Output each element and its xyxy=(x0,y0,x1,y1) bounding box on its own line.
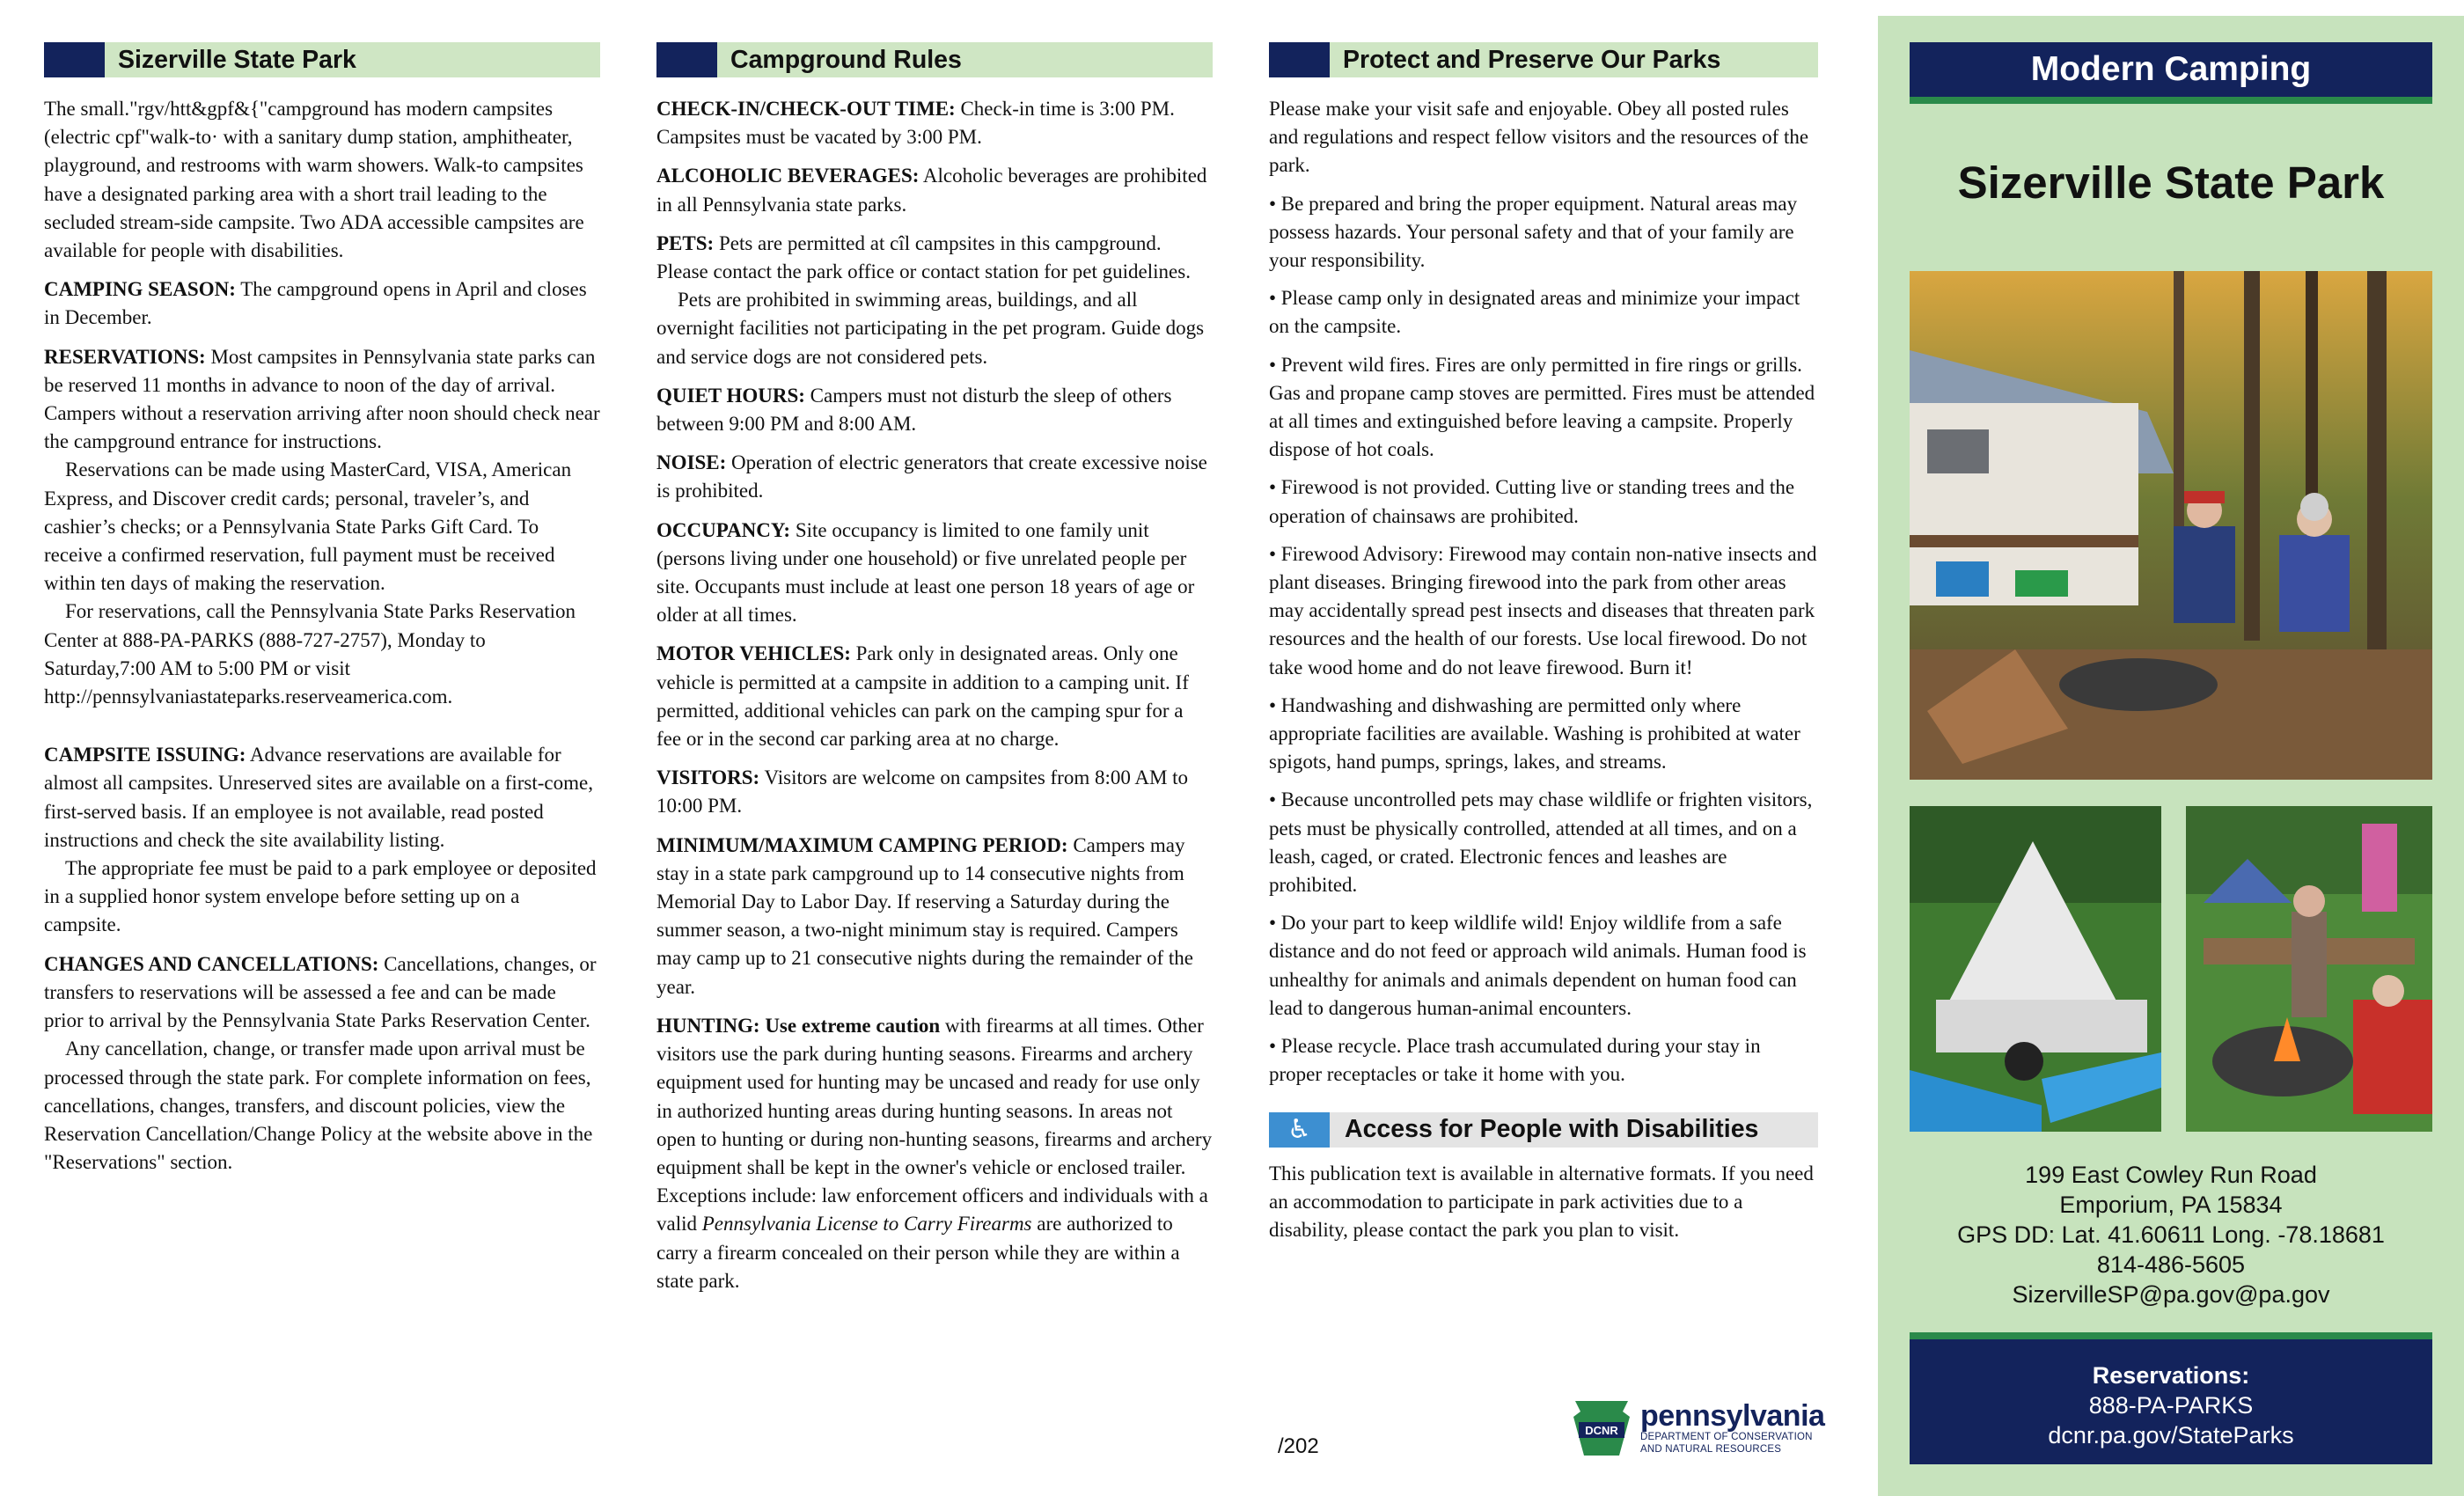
rule-label: MINIMUM/MAXIMUM CAMPING PERIOD: xyxy=(656,833,1068,856)
reservations-url: dcnr.pa.gov/StateParks xyxy=(2048,1422,2294,1448)
rule-text: Campers must not disturb the sleep of others between 9:00 PM and 8:00 AM. xyxy=(656,384,1172,436)
changes-cancellations xyxy=(44,950,600,1177)
rule-visitors xyxy=(656,764,1213,820)
section-title: Protect and Preserve Our Parks xyxy=(1343,45,1721,74)
column-campground-rules xyxy=(656,42,1213,1306)
section-header xyxy=(656,42,1213,77)
reservations-label: RESERVATIONS: xyxy=(44,345,206,368)
logo-words xyxy=(1640,1401,1824,1456)
rule-label: MOTOR VEHICLES: xyxy=(656,642,851,665)
changes-policy: Any cancellation, change, or transfer made upon arrival must be processed through the state park. For complete information on fees, cancellations, changes, transfers, and discount policies, view the Reservation Cancellation/Change Policy at the website above in the "Reservations" section. xyxy=(44,1038,593,1174)
rule-label: QUIET HOURS: xyxy=(656,384,805,407)
campsite-issuing xyxy=(44,741,600,939)
rule-emphasis: Use extreme caution xyxy=(759,1014,941,1037)
campsite-issuing-text: Advance reservations are available for almost all campsites. Unreserved sites are available on a first-come, first-served basis. If an employee is not available, read posted instructions and check the site availability listing. xyxy=(44,744,593,851)
logo-dept-line2: AND NATURAL RESOURCES xyxy=(1640,1444,1782,1455)
reservations-label: Reservations: xyxy=(2092,1362,2250,1389)
bullet-item: • Handwashing and dishwashing are permitted only where appropriate facilities are available. Washing is prohibited at water spigots, hand pumps, springs, lakes, and streams. xyxy=(1269,693,1800,774)
section-title: Campground Rules xyxy=(730,45,962,74)
cover-panel xyxy=(1878,16,2464,1496)
logo-name: pennsylvania xyxy=(1640,1399,1825,1433)
dcnr-logo xyxy=(1570,1396,1827,1461)
section-header xyxy=(1269,42,1818,77)
campsite-issuing-label: CAMPSITE ISSUING: xyxy=(44,744,246,766)
address-phone: 814-486-5605 xyxy=(2096,1251,2246,1278)
license-name: Pennsylvania License to Carry Firearms xyxy=(701,1213,1032,1236)
rule-quiet-hours xyxy=(656,382,1213,438)
rule-text: Check-in time is 3:00 PM. Campsites must be vacated by 3:00 PM. xyxy=(656,98,1175,149)
intro-paragraph: The small."rgv/htt&gpf&{"campground has modern campsites (electric cpf"walk-to· with a sanitary dump station, amphitheater, playground, and restrooms with warm showers. Walk-to campsites have a designated parking area with a short trail leading to the secluded stream-side campsite. Two ADA accessible campsites are available for people with disabilities. xyxy=(44,98,584,262)
rule-label: CHECK-IN/CHECK-OUT TIME: xyxy=(656,98,956,120)
section-header xyxy=(44,42,600,77)
campfire-photo xyxy=(2186,806,2432,1132)
logo-badge-text: DCNR xyxy=(1585,1424,1618,1437)
rule-hunting xyxy=(656,1012,1213,1295)
protect-intro: Please make your visit safe and enjoyable. Obey all posted rules and regulations and respect fellow visitors and the resources of the park. xyxy=(1269,98,1809,177)
rule-text: with firearms at all times. Other visitors use the park during hunting seasons. Firearms and archery equipment used for hunting may be uncased and ready for use only in authorized hunting areas during hunting seasons. In areas not open to hunting or during non-hunting seasons, firearms and archery equipment shall be kept in the owner's vehicle or enclosed trailer. Exceptions include: law enforcement officers and individuals with a valid xyxy=(656,1014,1213,1236)
rule-text: Operation of electric generators that create excessive noise is prohibited. xyxy=(656,451,1207,502)
rule-motor-vehicles xyxy=(656,640,1213,753)
rule-text: Park only in designated areas. Only one vehicle is permitted at a campsite in addition to a camping unit. If permitted, additional vehicles can park on the camping spur for a fee or in the second car parking area at no charge. xyxy=(656,642,1189,751)
rule-text: Visitors are welcome on campsites from 8:00 AM to 10:00 PM. xyxy=(656,766,1189,818)
address-city: Emporium, PA 15834 xyxy=(2059,1192,2283,1218)
cover-title: Modern Camping xyxy=(2030,50,2312,88)
rule-checkin xyxy=(656,95,1213,151)
header-accent xyxy=(1269,42,1334,77)
keystone-icon xyxy=(1570,1396,1633,1461)
address-email: SizervilleSP@pa.gov@pa.gov xyxy=(2012,1281,2330,1308)
section-title: Sizerville State Park xyxy=(118,45,356,74)
rule-label: OCCUPANCY: xyxy=(656,518,791,541)
rule-text: Alcoholic beverages are prohibited in all Pennsylvania state parks. xyxy=(656,165,1207,216)
access-paragraph: This publication text is available in alternative formats. If you need an accommodation to participate in park activities due to a disability, please contact the park you plan to visit. xyxy=(1269,1162,1814,1241)
rule-pets-detail: Pets are prohibited in swimming areas, buildings, and all overnight facilities not participating in the pet program. Guide dogs and service dogs are not considered pets. xyxy=(656,289,1205,368)
rule-text-end: are authorized to carry a firearm concealed on their person while they are within a state park. xyxy=(656,1213,1180,1292)
access-title: Access for People with Disabilities xyxy=(1345,1115,1759,1143)
camping-season xyxy=(44,275,600,332)
page-number: /202 xyxy=(1278,1434,1319,1458)
title-band xyxy=(1910,42,2432,104)
rule-text: Campers may stay in a state park campground up to 14 consecutive nights from Memorial Day to Labor Day. If reserving a Saturday during the summer season, a two-night minimum stay is required. Campers may camp up to 21 consecutive nights during the remainder of the year. xyxy=(656,833,1193,998)
logo-dept-line1: DEPARTMENT OF CONSERVATION xyxy=(1640,1432,1813,1442)
bullet-item: • Be prepared and bring the proper equipment. Natural areas may possess hazards. Your personal safety and that of your family are your responsibility. xyxy=(1269,192,1798,272)
wheelchair-icon: ♿ xyxy=(1269,1112,1334,1148)
reservations-phone: 888-PA-PARKS xyxy=(2088,1392,2254,1419)
bullet-item: • Please recycle. Place trash accumulated during your stay in proper receptacles or take it home with you. xyxy=(1269,1035,1761,1086)
campsite-issuing-fee: The appropriate fee must be paid to a park employee or deposited in a supplied honor system envelope before setting up on a campsite. xyxy=(44,857,597,936)
park-info-text xyxy=(44,95,600,1177)
bullet-item: • Please camp only in designated areas and minimize your impact on the campsite. xyxy=(1269,287,1800,338)
column-protect-parks xyxy=(1269,42,1818,1255)
rule-label: VISITORS: xyxy=(656,766,760,789)
bullet-item: • Prevent wild fires. Fires are only permitted in fire rings or grills. Gas and propane camp stoves are permitted. Fires must be attended at all times and extinguished before leaving a campsite. Properly dispose of hot coals. xyxy=(1269,353,1815,461)
protect-text xyxy=(1269,95,1818,1089)
header-accent xyxy=(656,42,722,77)
rule-pets xyxy=(656,230,1213,371)
bullet-item: • Do your part to keep wildlife wild! Enjoy wildlife from a safe distance and do not feed or approach wild animals. Human food is unhealthy for animals and animals dependent on human food can lead to dangerous human-animal encounters. xyxy=(1269,912,1807,1019)
rule-noise xyxy=(656,449,1213,505)
bullet-item: • Firewood Advisory: Firewood may contain non-native insects and plant diseases. Bringing firewood into the park from other areas may accidentally spread pest insects and diseases that threaten park resources and the health of our forests. Use local firewood. Do not take wood home and do not leave firewood. Burn it! xyxy=(1269,542,1817,678)
campsite-photo xyxy=(1910,271,2432,780)
rule-label: NOISE: xyxy=(656,451,727,474)
park-address xyxy=(1910,1160,2432,1309)
rule-label: HUNTING: xyxy=(656,1014,760,1037)
bullet-item: • Firewood is not provided. Cutting live or standing trees and the operation of chainsaws are prohibited. xyxy=(1269,476,1795,527)
changes-label: CHANGES AND CANCELLATIONS: xyxy=(44,952,379,975)
changes-text: Cancellations, changes, or transfers to reservations will be assessed a fee and can be made prior to arrival by the Pennsylvania State Parks Reservation Center. xyxy=(44,952,597,1032)
camping-season-text: The campground opens in April and closes in December. xyxy=(44,278,587,329)
pop-up-trailer-photo xyxy=(1910,806,2161,1132)
rules-text xyxy=(656,95,1213,1295)
reservations-contact: For reservations, call the Pennsylvania State Parks Reservation Center at 888-PA-PARKS (888-727-2757), Monday to Saturday,7:00 AM to 5:00 PM or visit http://pennsylvaniastateparks.reserveamerica.com. xyxy=(44,600,576,708)
access-text xyxy=(1269,1160,1818,1245)
rule-label: PETS: xyxy=(656,231,715,254)
rule-alcohol xyxy=(656,162,1213,218)
header-accent xyxy=(44,42,109,77)
reservations-text: Most campsites in Pennsylvania state parks can be reserved 11 months in advance to noon of the day of arrival. Campers without a reservation arriving after noon should check near the campground entrance for instructions. xyxy=(44,345,600,453)
reservations xyxy=(44,343,600,712)
rule-occupancy xyxy=(656,517,1213,630)
address-street: 199 East Cowley Run Road xyxy=(2025,1162,2317,1188)
rule-label: ALCOHOLIC BEVERAGES: xyxy=(656,165,920,187)
rule-camping-period xyxy=(656,832,1213,1001)
rule-text: Pets are permitted at cîl campsites in this campground. Please contact the park office or contact station for pet guidelines. xyxy=(656,231,1191,283)
reservations-band xyxy=(1910,1332,2432,1464)
access-header xyxy=(1269,1112,1818,1148)
address-gps: GPS DD: Lat. 41.60611 Long. -78.18681 xyxy=(1957,1221,2385,1248)
bullet-item: • Because uncontrolled pets may chase wildlife or frighten visitors, pets must be physically controlled, attended at all times, and on a leash, caged, or crated. Electronic fences and leashes are prohibited. xyxy=(1269,788,1813,897)
camping-season-label: CAMPING SEASON: xyxy=(44,278,236,301)
column-park-info xyxy=(44,42,600,1187)
park-name: Sizerville State Park xyxy=(1957,158,2385,208)
reservations-payment: Reservations can be made using MasterCard, VISA, American Express, and Discover credit cards; personal, traveler’s, and cashier’s checks; or a Pennsylvania State Parks Gift Card. To receive a confirmed reservation, full payment must be received within ten days of making the reservation. xyxy=(44,458,572,595)
rule-text: Site occupancy is limited to one family unit (persons living under one household) or five unrelated people per site. Occupants must include at least one person 18 years of age or older at all times. xyxy=(656,518,1195,627)
